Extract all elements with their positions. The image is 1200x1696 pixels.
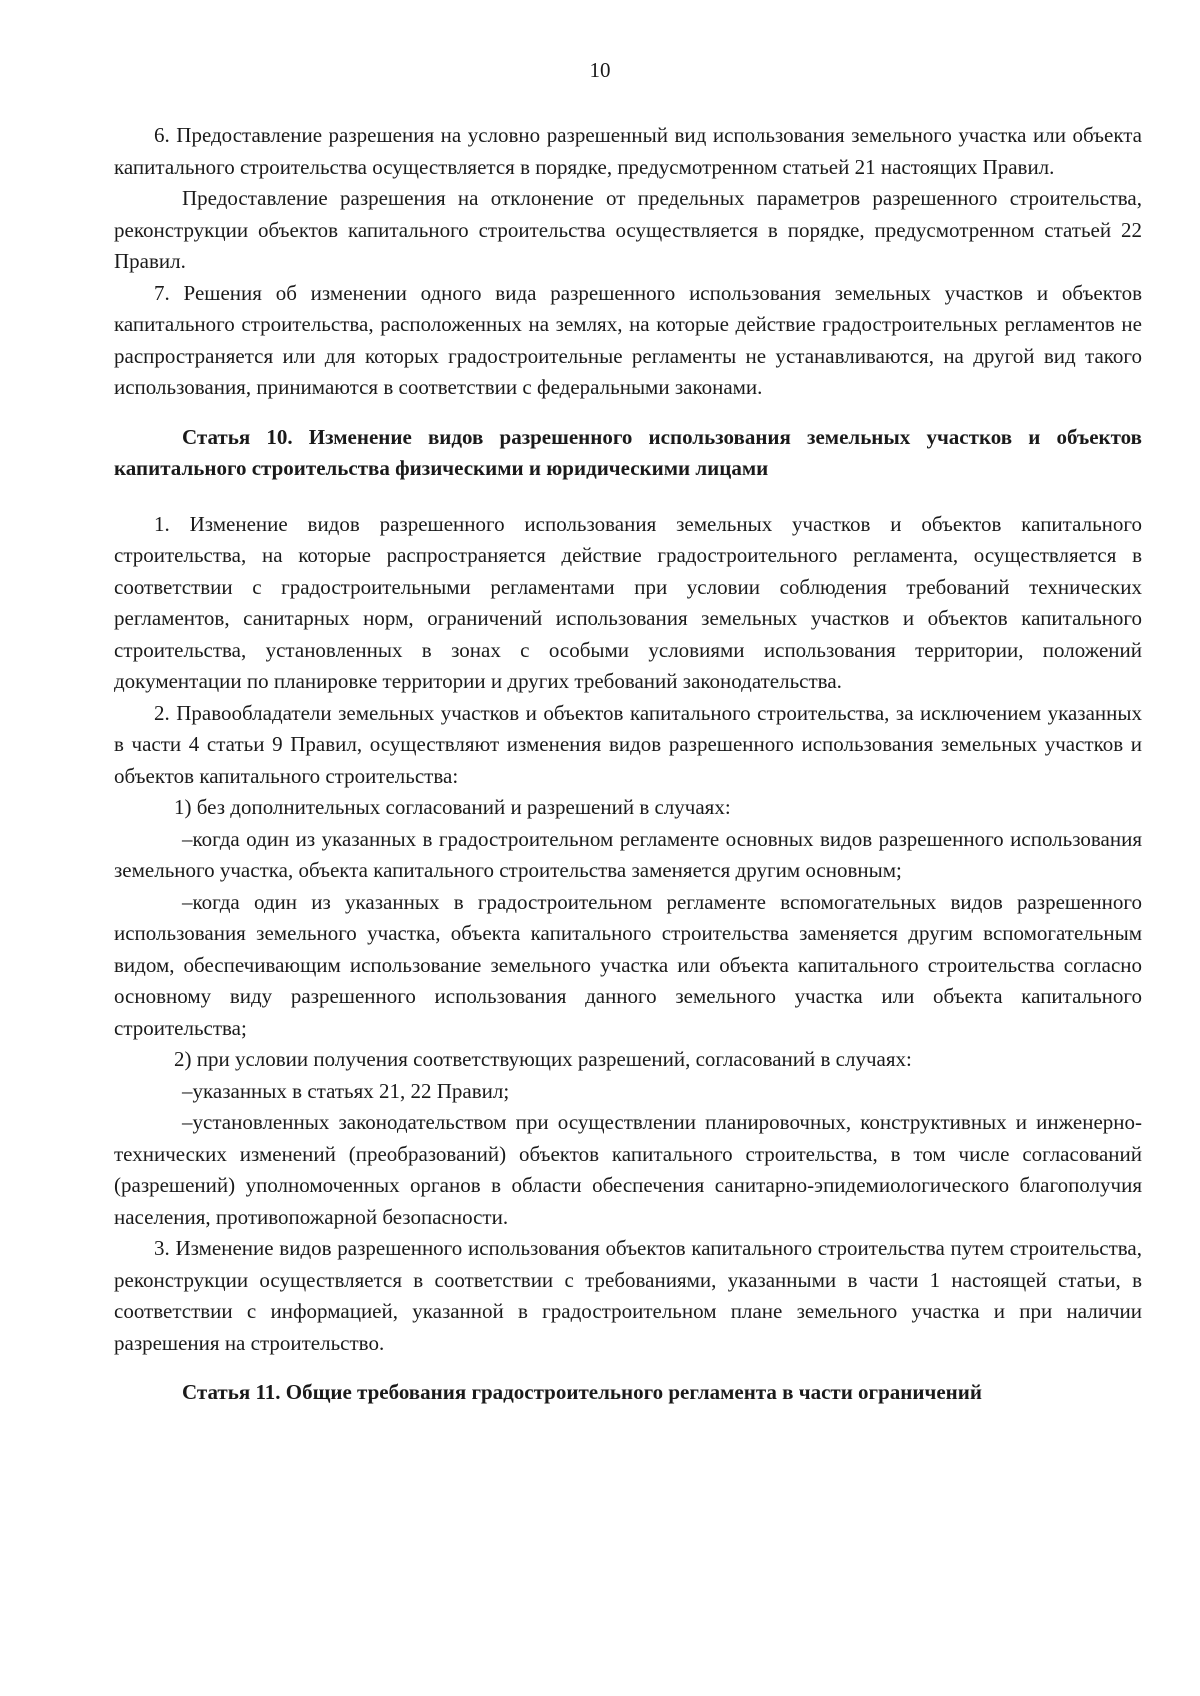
article-10-item-1: 1) без дополнительных согласований и разрешений в случаях: [174,795,731,819]
article-10-item-2-dash-a: –указанных в статьях 21, 22 Правил; [182,1078,510,1103]
paragraph-7: 7. Решения об изменении одного вида разрешенного использования земельных участков и объектов капитального строительства, расположенных на землях, на которые действие градостроительных регламентов не распространяется или для которых градостроительные регламенты не устанавливаются, на другой вид такого использования, принимаются в соответствии с федеральными законами. [114,280,1142,399]
article-10-item-1-dash-a: –когда один из указанных в градостроительном регламенте основных видов разрешенного использования земельного участка, объекта капитального строительства заменяется другим основным; [114,826,1142,882]
paragraph-6-continued: Предоставление разрешения на отклонение от предельных параметров разрешенного строительства, реконструкции объектов капитального строительства осуществляется в порядке, предусмотренном статьей 22 Правил. [114,186,1142,273]
document-body [114,120,1142,1409]
article-10-item-1-dash-b: –когда один из указанных в градостроительном регламенте вспомогательных видов разрешенного использования земельного участка, объекта капитального строительства заменяется другим вспомогательным видом, обеспечивающим использование земельного участка или объекта капитального строительства согласно основному виду разрешенного использования данного земельного участка или объекта капитального строительства; [114,889,1142,1040]
article-11-heading: Статья 11. Общие требования градостроительного регламента в части ограничений [182,1380,982,1404]
article-10-item-2: 2) при условии получения соответствующих разрешений, согласований в случаях: [174,1047,912,1071]
page-number: 10 [589,58,611,82]
article-10-paragraph-2: 2. Правообладатели земельных участков и объектов капитального строительства, за исключением указанных в части 4 статьи 9 Правил, осуществляют изменения видов разрешенного использования земельных участков и объектов капитального строительства: [114,700,1142,788]
article-10-paragraph-3: 3. Изменение видов разрешенного использования объектов капитального строительства путем строительства, реконструкции осуществляется в соответствии с требованиями, указанными в части 1 настоящей статьи, в соответствии с информацией, указанной в градостроительном плане земельного участка и при наличии разрешения на строительство. [114,1236,1142,1355]
paragraph-6: 6. Предоставление разрешения на условно разрешенный вид использования земельного участка или объекта капитального строительства осуществляется в порядке, предусмотренном статьей 21 настоящих Правил. [114,123,1142,179]
article-10-paragraph-1: 1. Изменение видов разрешенного использования земельных участков и объектов капитального строительства, на которые распространяется действие градостроительного регламента, осуществляется в соответствии с градостроительными регламентами при условии соблюдения требований технических регламентов, санитарных норм, ограничений использования земельных участков и объектов капитального строительства, установленных в зонах с особыми условиями использования территории, положений документации по планировке территории и других требований законодательства. [114,511,1142,693]
article-10-heading: Статья 10. Изменение видов разрешенного использования земельных участков и объектов капитального строительства физическими и юридическими лицами [114,424,1142,480]
article-10-item-2-dash-b: –установленных законодательством при осуществлении планировочных, конструктивных и инженерно-технических изменений (преобразований) объектов капитального строительства, в том числе согласований (разрешений) уполномоченных органов в области обеспечения санитарно-эпидемиологического благополучия населения, противопожарной безопасности. [114,1110,1142,1229]
